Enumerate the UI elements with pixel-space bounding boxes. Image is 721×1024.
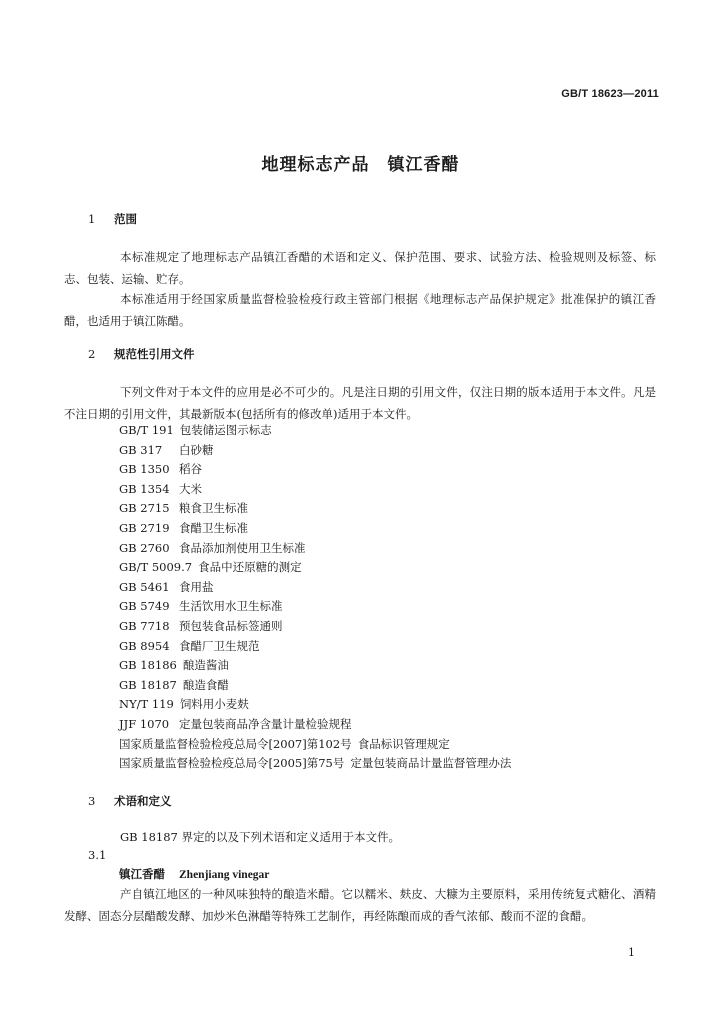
section-1-paragraph-2: 本标准适用于经国家质量监督检验检疫行政主管部门根据《地理标志产品保护规定》批准保护的镇江香醋，也适用于镇江陈醋。 bbox=[64, 292, 656, 328]
page-number: 1 bbox=[628, 946, 635, 959]
reference-item bbox=[119, 676, 511, 696]
reference-code: 国家质量监督检验检疫总局令[2007]第102号 bbox=[119, 736, 352, 751]
document-title: 地理标志产品 镇江香醋 bbox=[261, 155, 460, 175]
section-title: 术语和定义 bbox=[114, 794, 172, 808]
reference-title: 食品中还原糖的测定 bbox=[198, 560, 302, 575]
reference-code: GB 5461 bbox=[119, 579, 170, 594]
reference-title: 生活饮用水卫生标准 bbox=[179, 599, 283, 614]
reference-item bbox=[119, 539, 511, 559]
reference-code: GB 1350 bbox=[119, 462, 170, 477]
section-number: 2 bbox=[88, 347, 96, 361]
reference-code: GB 2715 bbox=[119, 501, 170, 516]
reference-title: 大米 bbox=[179, 481, 202, 496]
reference-title: 食品标识管理规定 bbox=[357, 736, 450, 751]
reference-item bbox=[119, 578, 511, 598]
reference-title: 定量包装商品净含量计量检验规程 bbox=[179, 716, 352, 731]
reference-item bbox=[119, 656, 511, 676]
reference-item bbox=[119, 558, 511, 578]
reference-item bbox=[119, 754, 511, 774]
reference-title: 酿造酱油 bbox=[182, 658, 229, 673]
section-1-heading bbox=[88, 211, 137, 227]
reference-item bbox=[119, 695, 511, 715]
reference-item bbox=[119, 519, 511, 539]
reference-title: 白砂糖 bbox=[179, 442, 214, 457]
reference-item bbox=[119, 637, 511, 657]
reference-code: GB 5749 bbox=[119, 599, 170, 614]
reference-code: GB 18187 bbox=[119, 677, 177, 692]
reference-code: NY/T 119 bbox=[119, 697, 174, 712]
reference-title: 定量包装商品计量监督管理办法 bbox=[350, 756, 512, 771]
reference-item bbox=[119, 441, 511, 461]
section-1-paragraph-1: 本标准规定了地理标志产品镇江香醋的术语和定义、保护范围、要求、试验方法、检验规则及标签、标志、包装、运输、贮存。 bbox=[64, 250, 656, 286]
reference-item bbox=[119, 460, 511, 480]
reference-item bbox=[119, 715, 511, 735]
reference-code: GB 2760 bbox=[119, 540, 170, 555]
section-title: 规范性引用文件 bbox=[114, 347, 195, 361]
term-definition: 产自镇江地区的一种风味独特的酿造米醋。它以糯米、麸皮、大糠为主要原料，采用传统复式糖化、酒精发酵、固态分层醋酸发酵、加炒米色淋醋等特殊工艺制作，再经陈酿而成的香气浓郁、酸而不涩的食醋。 bbox=[64, 887, 656, 923]
section-3-paragraph-1: GB 18187 界定的以及下列术语和定义适用于本文件。 bbox=[120, 830, 401, 844]
reference-title: 预包装食品标签通则 bbox=[179, 618, 283, 633]
reference-code: GB 18186 bbox=[119, 658, 177, 673]
reference-item bbox=[119, 480, 511, 500]
reference-title: 食用盐 bbox=[179, 579, 214, 594]
reference-item bbox=[119, 735, 511, 755]
reference-title: 稻谷 bbox=[179, 462, 202, 477]
reference-item bbox=[119, 597, 511, 617]
standard-code: GB/T 18623—2011 bbox=[561, 88, 659, 100]
section-number: 1 bbox=[88, 212, 96, 226]
section-number: 3 bbox=[88, 794, 96, 808]
reference-item bbox=[119, 617, 511, 637]
reference-title: 粮食卫生标准 bbox=[179, 501, 248, 516]
reference-code: JJF 1070 bbox=[119, 716, 170, 731]
term-english: Zhenjiang vinegar bbox=[179, 869, 270, 881]
term-number: 3.1 bbox=[88, 848, 107, 862]
term-chinese: 镇江香醋 bbox=[119, 867, 165, 881]
reference-code: GB 8954 bbox=[119, 638, 170, 653]
reference-title: 食醋厂卫生规范 bbox=[179, 638, 260, 653]
term-entry bbox=[119, 866, 269, 882]
reference-code: GB/T 5009.7 bbox=[119, 560, 193, 575]
section-3-heading bbox=[88, 793, 172, 809]
reference-title: 食醋卫生标准 bbox=[179, 520, 248, 535]
reference-title: 酿造食醋 bbox=[182, 677, 229, 692]
section-2-paragraph-1: 下列文件对于本文件的应用是必不可少的。凡是注日期的引用文件，仅注日期的版本适用于本文件。凡是不注日期的引用文件，其最新版本(包括所有的修改单)适用于本文件。 bbox=[64, 385, 656, 421]
reference-list bbox=[119, 421, 511, 774]
reference-code: 国家质量监督检验检疫总局令[2005]第75号 bbox=[119, 756, 345, 771]
reference-code: GB/T 191 bbox=[119, 423, 174, 437]
reference-item bbox=[119, 421, 511, 441]
reference-title: 包装储运图示标志 bbox=[179, 423, 272, 437]
reference-title: 饲料用小麦麸 bbox=[179, 697, 249, 712]
section-2-heading bbox=[88, 346, 195, 362]
reference-code: GB 2719 bbox=[119, 520, 170, 535]
section-title: 范围 bbox=[114, 212, 137, 226]
reference-title: 食品添加剂使用卫生标准 bbox=[179, 540, 306, 555]
reference-code: GB 7718 bbox=[119, 618, 170, 633]
reference-code: GB 317 bbox=[119, 442, 163, 457]
reference-code: GB 1354 bbox=[119, 481, 170, 496]
reference-item bbox=[119, 499, 511, 519]
